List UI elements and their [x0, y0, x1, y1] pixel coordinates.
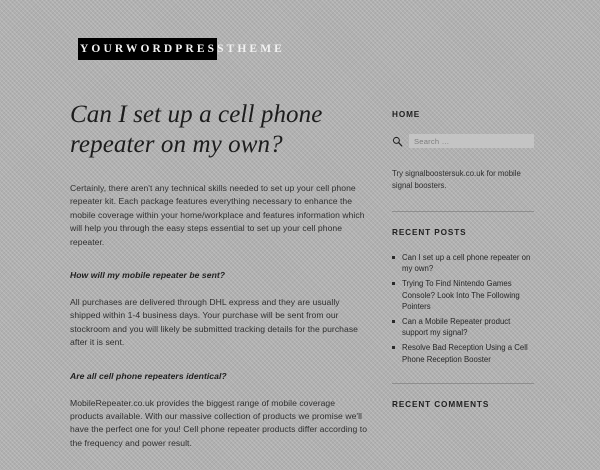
recent-comments-title: RECENT COMMENTS — [392, 400, 490, 410]
widget-search — [392, 134, 534, 193]
search-input[interactable] — [409, 134, 534, 148]
section-heading-shipping: How will my mobile repeater be sent? — [70, 270, 226, 281]
widget-navigation — [392, 110, 534, 119]
shipping-paragraph: All purchases are delivered through DHL express and they are usually shipped within 1-4 business days. Your purchase will be sent from our stockroom and you will likely be submitted tracking details for the purchase after it is sent. — [70, 297, 359, 348]
promo-text: Try signalboostersuk.co.uk for mobile signal boosters. — [392, 169, 521, 191]
search-icon[interactable] — [392, 136, 403, 147]
page-title: Can I set up a cell phone repeater on my own? — [70, 101, 323, 158]
widget-recent-posts — [392, 228, 534, 365]
list-item[interactable]: Resolve Bad Reception Using a Cell Phone Reception Booster — [392, 342, 534, 365]
main-content — [70, 100, 368, 470]
widget-recent-comments — [392, 400, 534, 409]
section-heading-identical: Are all cell phone repeaters identical? — [70, 370, 227, 381]
entry-content — [70, 182, 368, 450]
site-title-link[interactable] — [78, 38, 287, 60]
site-header — [78, 38, 287, 60]
recent-posts-title: RECENT POSTS — [392, 227, 467, 237]
sidebar — [392, 110, 534, 424]
recent-posts-list — [392, 252, 534, 365]
list-item[interactable]: Can a Mobile Repeater product support my signal? — [392, 316, 534, 339]
identical-paragraph: MobileRepeater.co.uk provides the biggest range of mobile coverage products available. With our massive collection of products we promise we'll have the perfect one for you! Cell phone repeater products differ according to the frequency and power result. — [70, 397, 368, 448]
search-row — [392, 134, 534, 148]
list-item[interactable]: Trying To Find Nintendo Games Console? Look Into The Following Pointers — [392, 278, 534, 313]
sidebar-divider-top — [392, 211, 534, 212]
site-title-text: YOURWORDPRESSTHEME — [80, 43, 285, 55]
sidebar-item-home[interactable]: HOME — [392, 110, 421, 119]
sidebar-divider-bottom — [392, 383, 534, 384]
intro-paragraph: Certainly, there aren't any technical skills needed to set up your cell phone repeater kit. Each package features everything necessary to enhance the mobile coverage within your home/workplace and features information which will help you through the easy steps essential to set up your cell phone repeater. — [70, 183, 365, 247]
list-item[interactable]: Can I set up a cell phone repeater on my own? — [392, 252, 534, 275]
